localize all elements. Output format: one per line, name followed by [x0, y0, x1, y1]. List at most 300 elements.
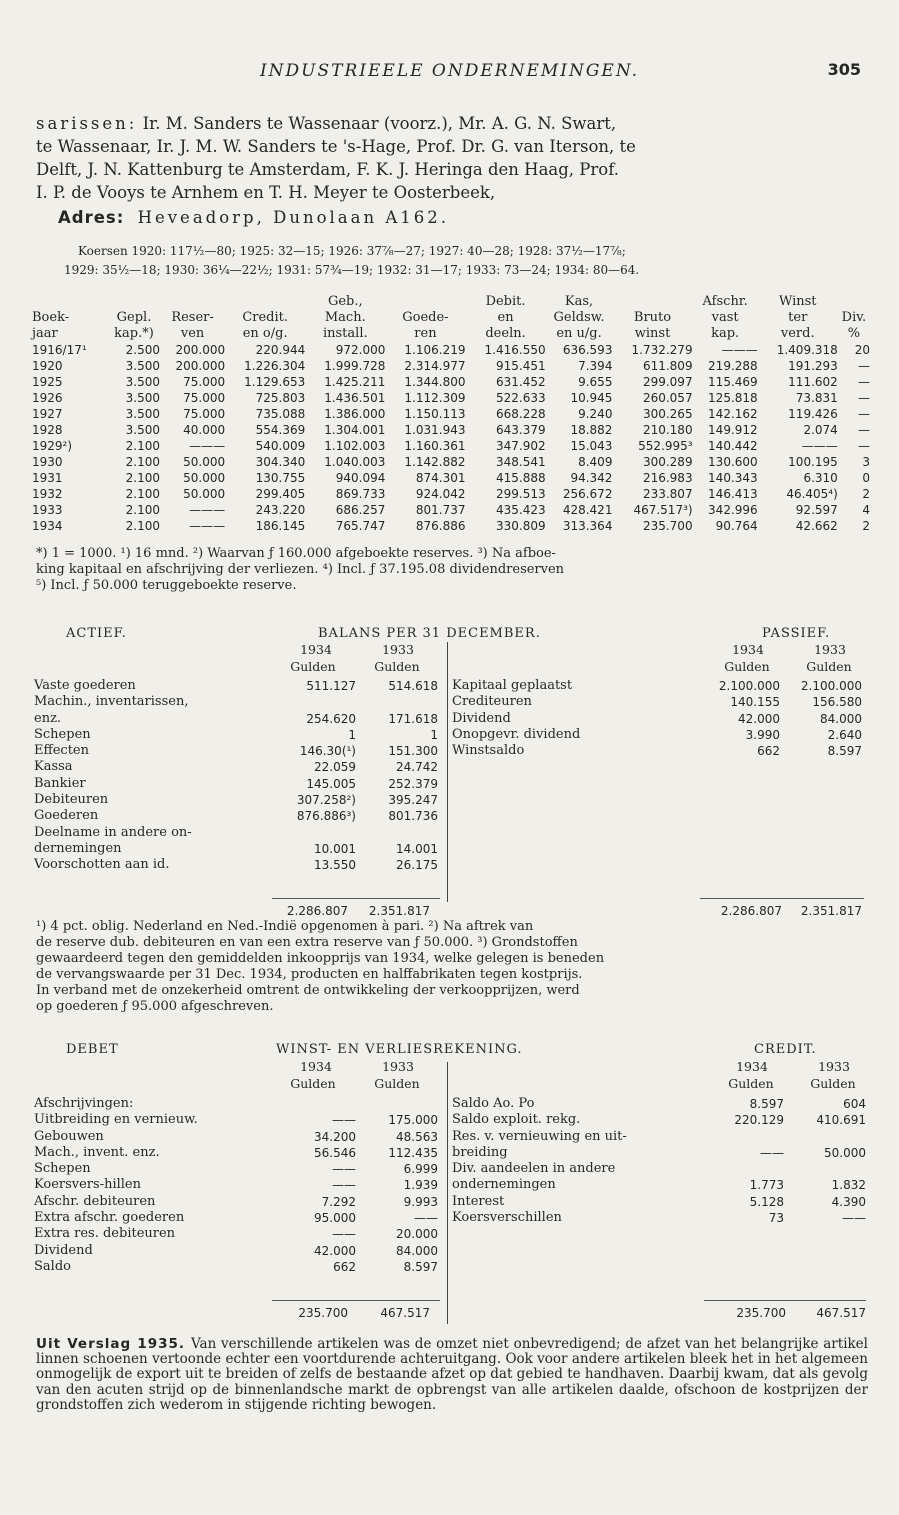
- history-header-cell: Afschr.: [702, 294, 748, 309]
- history-value-cell: 801.737: [415, 503, 466, 517]
- asset-label: Kassa: [34, 759, 73, 775]
- history-year-cell: 1920: [32, 359, 63, 373]
- report-text: Van verschillende artikelen was de omzet niet onbevredigend; de afzet van het belangrijke artikel linnen schoenen vertoonde echter een voortdurende achteruitgang. Ook voor andere artikelen bleek het in het algemeen onmogelijk de export uit te breiden of zelfs de bestaande afzet op dat gebied te handhaven. Daarbij kwam, dat als gevolg van den acuten strijd op de binnenlandsche markt de opbrengst van alle artikelen daalde, ofschoon de kostprijzen der grondstoffen zich wederom in stijgende richting bewogen.: [36, 1336, 868, 1413]
- asset-value-1933: 171.618: [388, 711, 438, 726]
- table-row: [32, 518, 870, 534]
- debit-row: [34, 1145, 438, 1161]
- debit-label: Uitbreiding en vernieuw.: [34, 1112, 198, 1128]
- history-value-cell: 75.000: [183, 407, 226, 421]
- balance-assets-unit-1933: Gulden: [374, 659, 420, 674]
- debit-value-1934: 95.000: [314, 1211, 356, 1226]
- history-value-cell: —: [858, 375, 870, 389]
- debit-row: [34, 1096, 438, 1112]
- history-header-cell: Kas,: [564, 294, 594, 309]
- liability-value-1933: 8.597: [827, 744, 862, 759]
- asset-label: Debiteuren: [34, 792, 109, 808]
- history-value-cell: 243.220: [255, 503, 306, 517]
- asset-value-1933: 24.742: [396, 760, 438, 775]
- credit-value-1934: 1.773: [749, 1178, 784, 1193]
- balance-assets-unit-1934: Gulden: [290, 659, 336, 674]
- history-value-cell: 1.436.501: [324, 391, 386, 405]
- history-value-cell: 130.755: [255, 471, 306, 485]
- history-header-cell: Credit.: [242, 310, 289, 325]
- debit-value-1934: [280, 1096, 356, 1112]
- history-value-cell: 3.500: [125, 407, 161, 421]
- pl-debit-unit-1934: Gulden: [290, 1076, 336, 1091]
- history-header-top: [32, 294, 870, 310]
- history-value-cell: 142.162: [708, 407, 758, 421]
- debit-row: [34, 1129, 438, 1145]
- history-value-cell: 1.106.219: [404, 343, 466, 357]
- asset-label: enz.: [34, 710, 62, 726]
- debit-value-1933: 175.000: [388, 1113, 438, 1128]
- asset-row: [34, 711, 438, 727]
- commissioners-line-2: te Wassenaar, Ir. J. M. W. Sanders te 's-Hage, Prof. Dr. G. van Iterson, te: [36, 137, 636, 156]
- asset-label: Machin., inventarissen,: [34, 694, 189, 710]
- balance-assets-total-1933: 2.351.817: [368, 904, 430, 918]
- history-year-cell: 1926: [32, 391, 63, 405]
- debit-value-1934: ——: [332, 1227, 356, 1242]
- liability-label: Dividend: [452, 710, 511, 726]
- history-value-cell: 2.500: [125, 343, 161, 357]
- liability-value-1934: 2.100.000: [718, 679, 780, 693]
- history-value-cell: 115.469: [708, 375, 758, 389]
- liability-row: [452, 694, 862, 710]
- history-value-cell: 552.995³: [638, 439, 693, 453]
- credit-value-1933: 604: [843, 1097, 866, 1111]
- pl-debit-year-1933: 1933: [382, 1059, 414, 1074]
- credit-row: [452, 1161, 866, 1177]
- history-header-cell: [108, 294, 160, 310]
- liability-value-1934: 662: [757, 744, 780, 759]
- history-value-cell: 220.944: [255, 343, 306, 357]
- history-table: [32, 294, 870, 534]
- credit-value-1933: 4.390: [831, 1194, 866, 1209]
- pl-debit-table: [34, 1096, 438, 1275]
- history-value-cell: 0: [862, 471, 870, 485]
- asset-label: Vaste goederen: [34, 678, 136, 693]
- history-value-cell: 1.112.309: [404, 391, 466, 405]
- asset-label: Schepen: [34, 726, 91, 742]
- balance-note-3: gewaardeerd tegen den gemiddelden inkoopprijs van 1934, welke gelegen is beneden: [36, 951, 605, 966]
- history-header-cell: jaar: [32, 326, 58, 341]
- history-value-cell: 299.513: [495, 487, 546, 501]
- history-value-cell: 972.000: [335, 343, 386, 357]
- history-value-cell: 6.310: [803, 471, 838, 485]
- history-value-cell: 15.043: [570, 439, 613, 453]
- history-header-bot: [32, 326, 870, 342]
- history-value-cell: 643.379: [495, 423, 546, 437]
- history-header-cell: ter: [788, 310, 808, 325]
- asset-value-1934: 13.550: [314, 858, 356, 873]
- history-value-cell: 924.042: [415, 487, 466, 501]
- debit-value-1933: 84.000: [396, 1243, 438, 1258]
- balance-note-5: In verband met de onzekerheid omtrent de ontwikkeling der verkoopprijzen, werd: [36, 983, 580, 998]
- table-row: [32, 374, 870, 390]
- debit-value-1933: ——: [414, 1211, 438, 1226]
- liability-row: [452, 711, 862, 727]
- asset-row: [34, 727, 438, 743]
- asset-value-1933: [356, 825, 438, 841]
- history-value-cell: 725.803: [255, 391, 306, 405]
- history-header-cell: Winst: [778, 294, 817, 309]
- pl-debit-year-1934: 1934: [300, 1059, 332, 1074]
- credit-value-1933: 1.832: [831, 1178, 866, 1193]
- history-year-cell: 1931: [32, 471, 63, 485]
- commissioners-line-4: I. P. de Vooys te Arnhem en T. H. Meyer te Oosterbeek,: [36, 183, 496, 202]
- credit-value-1933: 50.000: [824, 1145, 866, 1160]
- history-header-cell: Gepl.: [116, 310, 152, 325]
- history-value-cell: 330.809: [495, 519, 546, 533]
- credit-label: Saldo exploit. rekg.: [452, 1112, 581, 1128]
- history-value-cell: 869.733: [335, 487, 386, 501]
- history-header-cell: winst: [634, 326, 671, 341]
- balance-liab-sumline: [700, 898, 864, 899]
- history-header-cell: en: [497, 310, 514, 325]
- debit-label: Afschrijvingen:: [34, 1096, 134, 1111]
- balance-liab-total-1933: 2.351.817: [800, 904, 862, 918]
- history-header-cell: install.: [322, 326, 368, 341]
- history-header-cell: Mach.: [324, 310, 366, 325]
- commissioners-line-3: Delft, J. N. Kattenburg te Amsterdam, F. K. J. Heringa den Haag, Prof.: [36, 160, 619, 179]
- credit-row: [452, 1210, 866, 1226]
- table-row: [32, 470, 870, 486]
- asset-value-1933: 151.300: [388, 744, 438, 759]
- history-value-cell: 435.423: [495, 503, 546, 517]
- credit-row: [452, 1112, 866, 1128]
- asset-value-1934: 307.258²): [296, 793, 356, 808]
- commissioners-line-1-text: Ir. M. Sanders te Wassenaar (voorz.), Mr. A. G. N. Swart,: [142, 114, 617, 133]
- debit-label: Gebouwen: [34, 1128, 104, 1144]
- pl-credit-total-1934: 235.700: [736, 1306, 786, 1320]
- credit-label: Div. aandeelen in andere: [452, 1161, 616, 1177]
- history-note-2: king kapitaal en afschrijving der verliezen. ⁴) Incl. ƒ 37.195.08 dividendreserven: [36, 562, 565, 577]
- history-value-cell: 90.764: [715, 519, 758, 533]
- asset-value-1934: 876.886³): [296, 809, 356, 824]
- history-value-cell: 940.094: [335, 471, 386, 485]
- balance-assets-year-1934: 1934: [300, 642, 332, 657]
- history-value-cell: 10.945: [570, 391, 613, 405]
- debit-label: Schepen: [34, 1161, 91, 1177]
- debit-row: [34, 1226, 438, 1242]
- history-value-cell: 1.425.211: [324, 375, 386, 389]
- asset-row: [34, 857, 438, 873]
- history-value-cell: 1.040.003: [324, 455, 386, 469]
- history-value-cell: 3.500: [125, 375, 161, 389]
- history-value-cell: 3: [862, 455, 870, 469]
- asset-value-1933: 1: [430, 727, 438, 742]
- report-paragraph: [36, 1337, 868, 1413]
- history-value-cell: 200.000: [175, 343, 226, 357]
- balance-assets-sumline: [272, 898, 440, 899]
- history-value-cell: 1.031.943: [404, 423, 466, 437]
- credit-row: [452, 1129, 866, 1145]
- liability-label: Kapitaal geplaatst: [452, 678, 573, 693]
- address-line: [58, 206, 449, 229]
- asset-label: Deelname in andere on-: [34, 824, 192, 840]
- history-value-cell: 735.088: [255, 407, 306, 421]
- asset-label: Effecten: [34, 743, 89, 759]
- history-value-cell: 1.999.728: [324, 359, 386, 373]
- pl-credit-unit-1933: Gulden: [810, 1076, 856, 1091]
- debit-value-1933: 112.435: [388, 1145, 438, 1160]
- history-value-cell: 2.074: [803, 423, 838, 437]
- liability-value-1934: 140.155: [730, 695, 780, 710]
- history-header-cell: kap.*): [114, 326, 154, 341]
- history-value-cell: 415.888: [495, 471, 546, 485]
- history-header-cell: en o/g.: [242, 326, 288, 341]
- credit-value-1933: 410.691: [816, 1113, 866, 1128]
- asset-value-1934: [280, 825, 356, 841]
- history-value-cell: 18.882: [570, 423, 613, 437]
- history-body: [32, 342, 870, 534]
- prices-line-1: Koersen 1920: 117½—80; 1925: 32—15; 1926: 37⅞—27; 1927: 40—28; 1928: 37½—17⅞;: [78, 244, 626, 258]
- history-note-1: *) 1 = 1000. ¹) 16 mnd. ²) Waarvan ƒ 160.000 afgeboekte reserves. ³) Na afboe-: [36, 546, 556, 561]
- asset-row: [34, 792, 438, 808]
- pl-debit-total-1933: 467.517: [380, 1306, 430, 1320]
- asset-value-1933: 514.618: [388, 679, 438, 693]
- history-value-cell: 611.809: [642, 359, 693, 373]
- credit-value-1934: 220.129: [734, 1113, 784, 1128]
- asset-row: [34, 841, 438, 857]
- asset-value-1933: 252.379: [388, 776, 438, 791]
- debit-label: Saldo: [34, 1258, 71, 1274]
- history-value-cell: 40.000: [183, 423, 226, 437]
- liability-label: Onopgevr. dividend: [452, 726, 581, 742]
- credit-value-1933: [784, 1129, 866, 1145]
- history-value-cell: 50.000: [183, 455, 226, 469]
- debit-row: [34, 1177, 438, 1193]
- pl-credit-unit-1934: Gulden: [728, 1076, 774, 1091]
- history-value-cell: 347.902: [495, 439, 546, 453]
- credit-label: Koersverschillen: [452, 1210, 562, 1226]
- debit-value-1934: ——: [332, 1178, 356, 1193]
- history-header-cell: [385, 294, 465, 310]
- history-value-cell: 1.142.882: [404, 455, 466, 469]
- history-header-cell: kap.: [711, 326, 740, 341]
- history-header-cell: Reser-: [171, 310, 214, 325]
- address-value: Heveadorp, Dunolaan A162.: [137, 208, 449, 227]
- history-value-cell: 3.500: [125, 423, 161, 437]
- asset-value-1934: 146.30(¹): [299, 744, 356, 759]
- history-value-cell: 874.301: [415, 471, 466, 485]
- debit-value-1934: 34.200: [314, 1129, 356, 1144]
- history-value-cell: 1.150.113: [404, 407, 466, 421]
- history-value-cell: 2.100: [125, 455, 161, 469]
- debit-value-1934: 662: [333, 1259, 356, 1274]
- asset-row: [34, 743, 438, 759]
- liability-value-1934: 42.000: [738, 711, 780, 726]
- table-row: [32, 502, 870, 518]
- asset-value-1934: 1: [348, 727, 356, 742]
- history-year-cell: 1930: [32, 455, 63, 469]
- pl-credit-year-1933: 1933: [818, 1059, 850, 1074]
- address-label: Adres:: [58, 208, 125, 227]
- history-value-cell: 686.257: [335, 503, 386, 517]
- liability-value-1933: 2.100.000: [800, 679, 862, 693]
- history-year-cell: 1929²): [32, 439, 73, 453]
- pl-debit-unit-1933: Gulden: [374, 1076, 420, 1091]
- debit-value-1934: 7.292: [321, 1194, 356, 1209]
- history-value-cell: 3.500: [125, 359, 161, 373]
- debit-label: Koersvers-hillen: [34, 1177, 141, 1193]
- history-value-cell: —: [858, 423, 870, 437]
- history-value-cell: 313.364: [562, 519, 613, 533]
- balance-left-title: ACTIEF.: [66, 626, 127, 641]
- balance-liab-year-1933: 1933: [814, 642, 846, 657]
- history-value-cell: 73.831: [795, 391, 838, 405]
- history-header-mid: [32, 310, 870, 326]
- credit-row: [452, 1194, 866, 1210]
- history-header-cell: Bruto: [633, 310, 672, 325]
- asset-label: Bankier: [34, 775, 86, 791]
- history-value-cell: 2: [862, 519, 870, 533]
- history-value-cell: —: [858, 407, 870, 421]
- history-value-cell: 300.289: [642, 455, 693, 469]
- credit-label: Res. v. vernieuwing en uit-: [452, 1128, 627, 1144]
- debit-value-1934: 56.546: [314, 1145, 356, 1160]
- credit-label: Interest: [452, 1193, 505, 1209]
- pl-title: WINST- EN VERLIESREKENING.: [276, 1042, 523, 1057]
- debit-value-1934: 42.000: [314, 1243, 356, 1258]
- history-value-cell: 140.343: [708, 471, 758, 485]
- prices-line-2: 1929: 35½—18; 1930: 36¼—22½; 1931: 57¾—19; 1932: 31—17; 1933: 73—24; 1934: 80—64.: [64, 263, 640, 277]
- history-header-cell: %: [847, 326, 861, 341]
- debit-label: Afschr. debiteuren: [34, 1193, 156, 1209]
- history-value-cell: 75.000: [183, 391, 226, 405]
- balance-right-title: PASSIEF.: [762, 626, 831, 641]
- balance-assets-table: [34, 678, 438, 874]
- history-value-cell: 636.593: [562, 343, 613, 357]
- credit-value-1934: [708, 1161, 784, 1177]
- asset-value-1934: 22.059: [314, 760, 356, 775]
- history-value-cell: 915.451: [495, 359, 546, 373]
- history-value-cell: 7.394: [578, 359, 613, 373]
- history-value-cell: 304.340: [255, 455, 306, 469]
- balance-title: BALANS PER 31 DECEMBER.: [318, 626, 541, 641]
- history-value-cell: 2.100: [125, 471, 161, 485]
- asset-value-1934: 10.001: [314, 841, 356, 856]
- history-value-cell: 342.996: [708, 503, 758, 517]
- pl-left-title: DEBET: [66, 1042, 119, 1057]
- history-value-cell: 146.413: [708, 487, 758, 501]
- history-header-cell: [160, 294, 225, 310]
- history-value-cell: ———: [721, 343, 758, 357]
- history-value-cell: 1.344.800: [404, 375, 466, 389]
- history-value-cell: 140.442: [708, 439, 758, 453]
- liability-value-1933: 156.580: [812, 695, 862, 710]
- history-value-cell: 876.886: [415, 519, 466, 533]
- asset-label: Goederen: [34, 808, 99, 824]
- history-value-cell: 219.288: [708, 359, 758, 373]
- liability-row: [452, 678, 862, 694]
- table-row: [32, 358, 870, 374]
- history-value-cell: ———: [189, 519, 226, 533]
- pl-debit-sumline: [272, 1300, 440, 1301]
- history-note-3: ⁵) Incl. ƒ 50.000 teruggeboekte reserve.: [36, 578, 297, 593]
- history-value-cell: 428.421: [562, 503, 613, 517]
- debit-value-1933: 9.993: [403, 1194, 438, 1209]
- history-year-cell: 1933: [32, 503, 63, 517]
- credit-label: breiding: [452, 1144, 508, 1160]
- history-value-cell: 20: [854, 343, 870, 357]
- pl-debit-total-1934: 235.700: [298, 1306, 348, 1320]
- debit-row: [34, 1112, 438, 1128]
- balance-liabilities-table: [452, 678, 862, 759]
- history-value-cell: 100.195: [788, 455, 838, 469]
- debit-value-1933: 1.939: [403, 1178, 438, 1193]
- table-row: [32, 406, 870, 422]
- debit-value-1934: ——: [332, 1162, 356, 1177]
- history-value-cell: 299.097: [642, 375, 693, 389]
- asset-row: [34, 825, 438, 841]
- debit-value-1933: 20.000: [396, 1227, 438, 1242]
- credit-label: ondernemingen: [452, 1177, 556, 1193]
- history-value-cell: 540.009: [255, 439, 306, 453]
- history-value-cell: 94.342: [570, 471, 613, 485]
- history-header-cell: verd.: [780, 326, 815, 341]
- history-value-cell: 467.517³): [633, 503, 693, 517]
- history-header-cell: Geb.,: [327, 294, 363, 309]
- history-value-cell: 1.129.653: [244, 375, 306, 389]
- balance-assets-total-1934: 2.286.807: [286, 904, 348, 918]
- history-year-cell: 1925: [32, 375, 63, 389]
- credit-row: [452, 1096, 866, 1112]
- asset-label: Voorschotten aan id.: [34, 857, 170, 873]
- debit-value-1934: ——: [332, 1113, 356, 1128]
- liability-row: [452, 727, 862, 743]
- history-value-cell: 2.100: [125, 439, 161, 453]
- asset-label: dernemingen: [34, 840, 122, 856]
- history-header-cell: [838, 294, 870, 310]
- history-value-cell: 765.747: [335, 519, 386, 533]
- credit-value-1934: 8.597: [749, 1097, 784, 1111]
- history-value-cell: 9.240: [578, 407, 613, 421]
- credit-value-1934: ——: [760, 1145, 784, 1160]
- liability-value-1933: 84.000: [820, 711, 862, 726]
- balance-liab-year-1934: 1934: [732, 642, 764, 657]
- history-header-cell: vast: [711, 310, 739, 325]
- credit-label: Saldo Ao. Po: [452, 1096, 535, 1111]
- credit-value-1934: 5.128: [749, 1194, 784, 1209]
- pl-credit-total-1933: 467.517: [816, 1306, 866, 1320]
- asset-value-1934: [280, 694, 356, 710]
- report-label: Uit Verslag 1935.: [36, 1336, 186, 1352]
- history-value-cell: 4: [862, 503, 870, 517]
- debit-value-1933: 8.597: [403, 1259, 438, 1274]
- history-value-cell: 9.655: [578, 375, 613, 389]
- history-value-cell: 75.000: [183, 375, 226, 389]
- history-value-cell: 191.293: [788, 359, 838, 373]
- asset-value-1933: [356, 694, 438, 710]
- history-value-cell: 1.160.361: [404, 439, 466, 453]
- table-row: [32, 486, 870, 502]
- asset-row: [34, 776, 438, 792]
- history-year-cell: 1927: [32, 407, 63, 421]
- history-value-cell: 299.405: [255, 487, 306, 501]
- asset-value-1933: 26.175: [396, 858, 438, 873]
- history-value-cell: ———: [801, 439, 838, 453]
- history-value-cell: 2: [862, 487, 870, 501]
- history-value-cell: —: [858, 391, 870, 405]
- asset-value-1933: 395.247: [388, 793, 438, 808]
- asset-row: [34, 678, 438, 694]
- credit-row: [452, 1145, 866, 1161]
- commissioners-label: sarissen:: [36, 114, 138, 133]
- history-value-cell: 668.228: [495, 407, 546, 421]
- asset-value-1933: 801.736: [388, 809, 438, 824]
- asset-value-1934: 254.620: [306, 711, 356, 726]
